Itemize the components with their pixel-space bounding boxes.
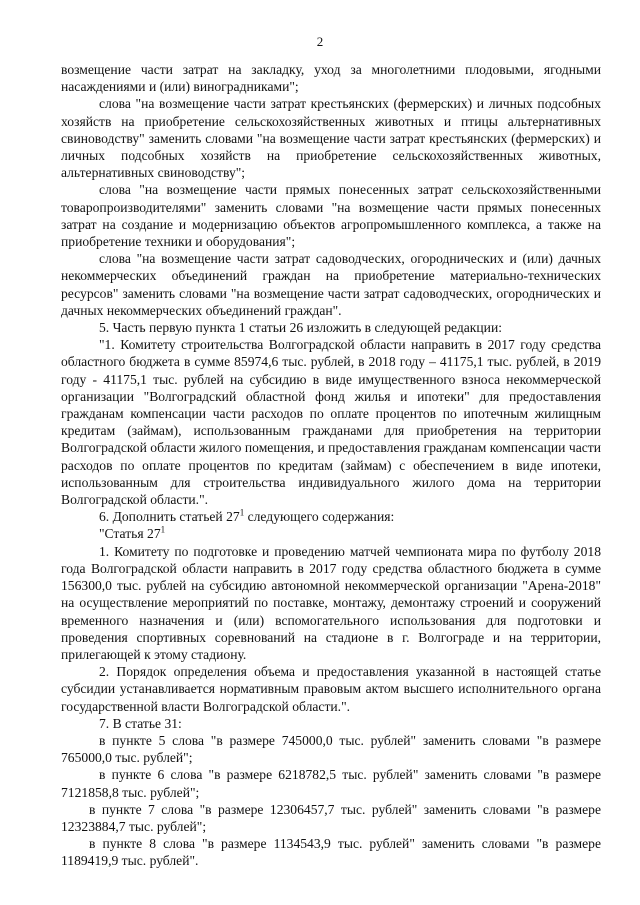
paragraph: 1. Комитету по подготовке и проведению матчей чемпионата мира по футболу 2018 года Волгоградской области направить в 2017 году средства областного бюджета в сумме 156300,0 тыс. рублей на субсидию автономной некоммерческой организации "Арена-2018" на осуществление мероприятий по поставке, монтажу, демонтажу строений и сооружений временного назначения и (или) вспомогательного использования для подготовки и проведения спортивных соревнований на стадионе в г. Волгограде и на территории, прилегающей к этому стадиону.	[61, 543, 601, 662]
page-number: 2	[316, 34, 324, 49]
paragraph: возмещение части затрат на закладку, уход за многолетними плодовыми, ягодными насаждениями и (или) виноградниками";	[61, 62, 601, 95]
paragraph: слова "на возмещение части затрат крестьянских (фермерских) и личных подсобных хозяйств на приобретение сельскохозяйственных животных и птицы альтернативных свиноводству" заменить словами "на возмещение части затрат крестьянских (фермерских) и личных подсобных хозяйств на приобретение сельскохозяйственных животных, альтернативных свиноводству";	[61, 96, 601, 181]
paragraph-article-add	[61, 508, 601, 525]
article-heading	[61, 525, 601, 542]
superscript: 1	[160, 524, 166, 535]
paragraph: слова "на возмещение части затрат садоводческих, огороднических и (или) дачных некоммерческих объединений граждан на приобретение материально-технических ресурсов" заменить словами "на возмещение части затрат садоводческих, огороднических и дачных некоммерческих объединений граждан".	[61, 251, 601, 318]
paragraph: в пункте 5 слова "в размере 745000,0 тыс. рублей" заменить словами "в размере 765000,0 тыс. рублей";	[61, 732, 601, 766]
paragraph: 7. В статье 31:	[99, 715, 182, 731]
paragraph-text: 6. Дополнить статьей 27	[99, 509, 240, 525]
document-body	[61, 61, 601, 870]
paragraph: в пункте 7 слова "в размере 12306457,7 тыс. рублей" заменить словами "в размере 12323884,7 тыс. рублей";	[61, 801, 601, 834]
paragraph: в пункте 6 слова "в размере 6218782,5 тыс. рублей" заменить словами "в размере 7121858,8 тыс. рублей";	[61, 767, 601, 800]
article-heading-text: "Статья 27	[99, 526, 161, 542]
paragraph: 5. Часть первую пункта 1 статьи 26 изложить в следующей редакции:	[99, 320, 503, 336]
paragraph-text: следующего содержания:	[244, 509, 395, 525]
paragraph: слова "на возмещение части прямых понесенных затрат сельскохозяйственными товаропроизводителями" заменить словами "на возмещение части прямых понесенных затрат на создание и модернизацию объектов агропромышленного комплекса, а также на приобретение техники и оборудования";	[61, 182, 601, 250]
superscript: 1	[239, 507, 245, 518]
paragraph: в пункте 8 слова "в размере 1134543,9 тыс. рублей" заменить словами "в размере 1189419,9 тыс. рублей".	[61, 836, 601, 869]
paragraph: "1. Комитету строительства Волгоградской области направить в 2017 году средства областного бюджета в сумме 85974,6 тыс. рублей, в 2018 году – 41175,1 тыс. рублей, в 2019 году - 41175,1 тыс. рублей на субсидию в виде имущественного взноса некоммерческой организации "Волгоградский областной фонд жилья и ипотеки" для предоставления гражданам компенсации части расходов по оплате процентов по ипотечным жилищным кредитам (займам), использованным гражданами для приобретения на территории Волгоградской области жилого помещения, и предоставления гражданам компенсации части расходов по оплате процентов по кредитам (займам) с обеспечением в виде ипотеки, использованным для строительства индивидуального жилого дома на территории Волгоградской области.".	[61, 337, 601, 508]
paragraph: 2. Порядок определения объема и предоставления указанной в настоящей статье субсидии устанавливается нормативным правовым актом высшего исполнительного органа государственной власти Волгоградской области.".	[61, 664, 601, 714]
